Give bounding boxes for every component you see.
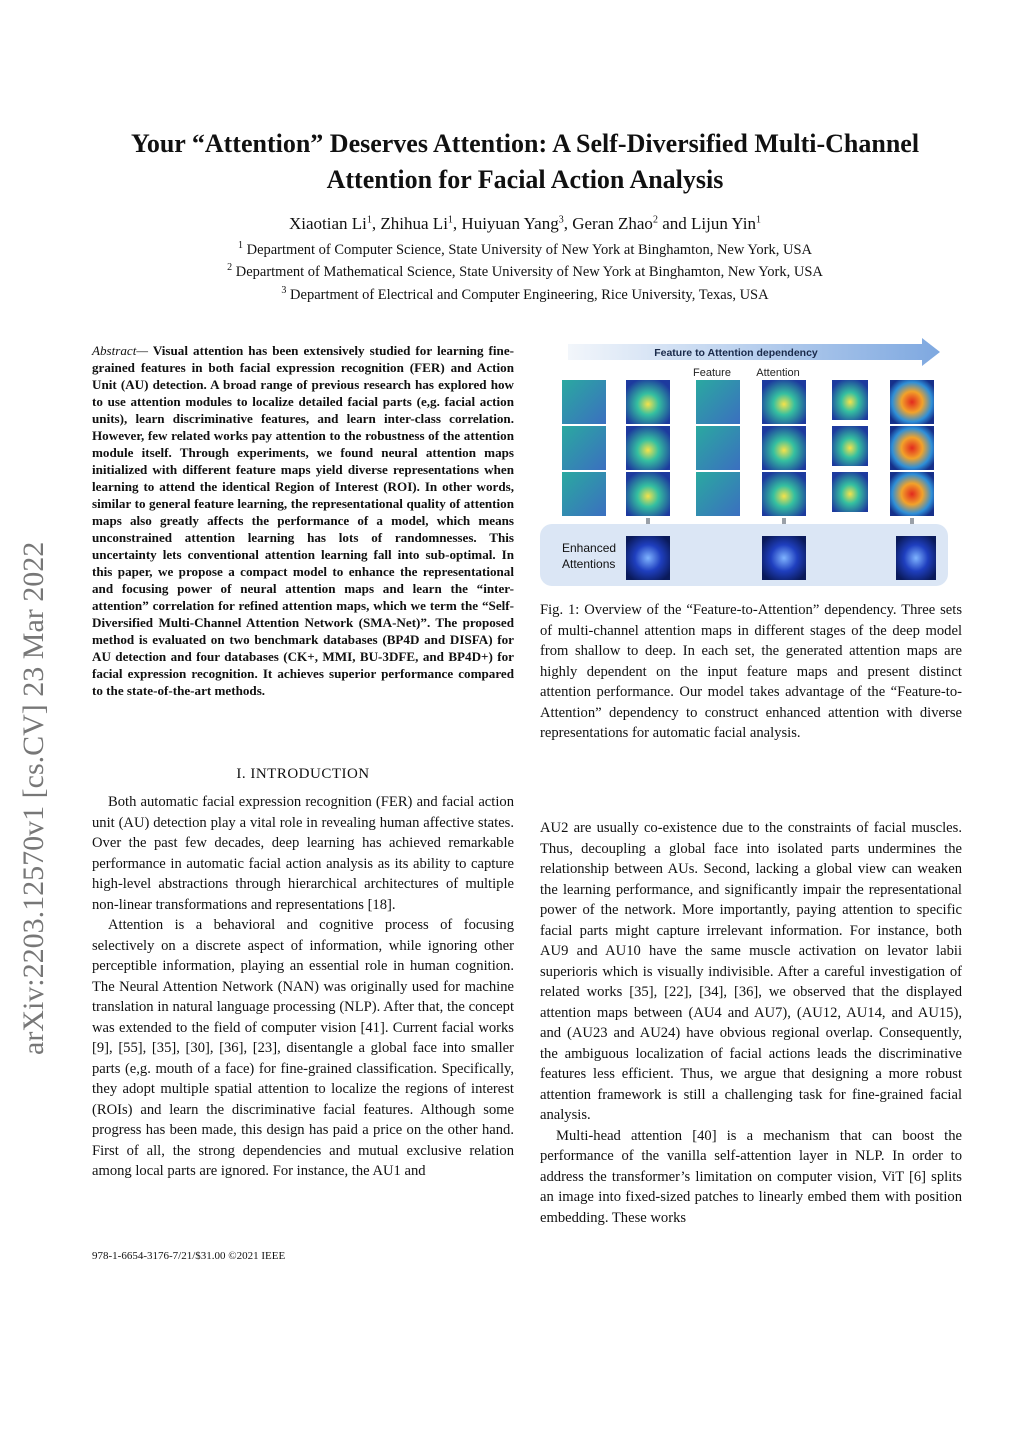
affiliation-2: $^2$ Department of Mathematical Science, State University of New York at Binghamton, New York, USA [227,262,823,280]
figure-1-graphic [540,338,962,598]
abstract-label: Abstract— [92,343,149,358]
attention-stack-2 [762,380,806,516]
paper-title [60,126,990,198]
author: Zhihua Li [380,214,448,233]
enhanced-label-line1: Enhanced [562,541,617,555]
title-line-1: Your “Attention” Deserves Attention: A Self-Diversified Multi-Channel [130,129,920,158]
paragraph: Multi-head attention [40] is a mechanism that can boost the performance of the vanilla self-attention layer in NLP. In order to address the transformer’s limitation on computer vision, ViT [6] splits an image into fixed-sized patches to linearly embed them with position embedding. These works [540,1127,962,1226]
arxiv-sidebar: arXiv:2203.12570v1 [cs.CV] 23 Mar 2022 [17,541,50,1055]
feature-column-label: Feature [693,367,731,379]
attention-column-label: Attention [756,367,800,379]
abstract-text: Visual attention has been extensively studied for learning fine-grained features in both facial expression recognition (FER) and Action Unit (AU) detection. A broad range of previous research has explored how to use attention modules to localize detailed facial parts (e,g. facial action units), learn discriminative features, and learn inter-class correlation. However, few related works pay attention to the robustness of the attention module itself. Through experiments, we found neural attention maps initialized with different feature maps yield diverse representations when learning to attend the identical Region of Interest (ROI). In other words, similar to general feature learning, the representational quality of attention maps also greatly affects the performance of a model, which means unconstrained attention learning has lots of randomnesses. This uncertainty lets conventional attention learning fall into sub-optimal. In this paper, we propose a compact model to enhance the representational and focusing power of neural attention maps and learn the “inter-attention” correlation for refined attention maps, which we term the “Self-Diversified Multi-Channel Attention Network (SMA-Net)”. The proposed method is evaluated on two benchmark databases (BP4D and DISFA) for AU detection and four databases (CK+, MMI, BU-3DFE, and BP4D+) for facial expression recognition. It achieves superior performance compared to the state-of-the-art methods. [92,343,514,698]
figure-1 [540,338,962,598]
left-column-body [92,792,514,1182]
feature-stack-3 [832,380,868,512]
affiliation-1: $^1$ Department of Computer Science, State University of New York at Binghamton, New York, USA [237,240,813,258]
author: Lijun Yin [690,214,756,233]
attention-stack-1 [626,380,670,516]
abstract [92,342,514,699]
enhanced-attention-2 [762,536,806,580]
banner-label: Feature to Attention dependency [654,347,818,359]
affiliation-3: $^3$ Department of Electrical and Computer Engineering, Rice University, Texas, USA [281,285,769,303]
enhanced-label-line2: Attentions [562,557,616,571]
copyright-footer: 978-1-6654-3176-7/21/$31.00 ©2021 IEEE [92,1250,286,1262]
figure-1-caption: Fig. 1: Overview of the “Feature-to-Attention” dependency. Three sets of multi-channel attention maps in different stages of the deep model from shallow to deep. In each set, the generated attention maps are highly dependent on the input feature maps and present distinct attention performance. Our model takes advantage of the “Feature-to-Attention” dependency to construct enhanced attention with diverse representations for automatic facial analysis. [540,602,962,741]
paragraph: Attention is a behavioral and cognitive process of focusing selectively on a discrete aspect of information, while ignoring other perceptible information, playing an essential role in human cognition. The Neural Attention Network (NAN) was originally used for machine translation in natural language processing (NLP). After that, the concept was extended to the field of computer vision [41]. Current facial works [9], [55], [35], [30], [36], [23], disentangle a global face into smaller parts (e,g. mouth of a face) for fine-grained classification. Specifically, they adopt multiple spatial attention to localize the regions of interest (ROIs) and learn the discriminative facial features. Although some progress has been made, this design has paid a price on the other hand. First of all, the strong dependencies and mutual exclusive relation among local parts are ignored. For instance, the AU1 and [92,917,514,1179]
enhanced-attention-1 [626,536,670,580]
author-list: Xiaotian Li$^1$, Zhihua Li$^1$, Huiyuan Yang$^3$, Geran Zhao$^2$ and Lijun Yin$^1$ [289,214,761,233]
feature-stack-2 [696,380,740,516]
author: Huiyuan Yang [461,214,559,233]
title-line-2: Attention for Facial Action Analysis [326,165,724,194]
author: Geran Zhao [572,214,653,233]
paragraph: AU2 are usually co-existence due to the constraints of facial muscles. Thus, decoupling a global face into isolated parts undermines the relationship between AUs. Second, lacking a global view can weaken the learning performance, and significantly impair the representational power of the network. More importantly, paying attention to specific facial parts might capture irrelevant information. For instance, both AU9 and AU10 have the same muscle activation on levator labii superioris which is visually indivisible. After a careful investigation of related works [35], [22], [34], [36], we observed that the displayed attention maps between (AU4 and AU7), (AU12, AU14, and AU15), and (AU23 and AU24) have obvious regional overlap. Consequently, the ambiguous localization of facial actions leads the discriminative features less efficient. Thus, we argue that designing a more robust attention framework is still a challenging task for fine-grained facial analysis. [540,820,962,1123]
feature-stack-1 [562,380,606,516]
enhanced-panel [540,524,948,586]
attention-stack-3 [890,380,934,516]
author: Xiaotian Li [289,214,367,233]
enhanced-attention-3 [896,536,936,580]
right-column-body [540,818,962,1228]
paragraph: Both automatic facial expression recognition (FER) and facial action unit (AU) detection play a vital role in revealing human affective states. Over the past few decades, deep learning has achieved remarkable performance in automatic facial action analysis as its ability to capture high-level abstractions through hierarchical architectures of multiple non-linear transformations and representations [18]. [92,794,514,913]
section-heading-introduction: I. INTRODUCTION [236,766,370,782]
